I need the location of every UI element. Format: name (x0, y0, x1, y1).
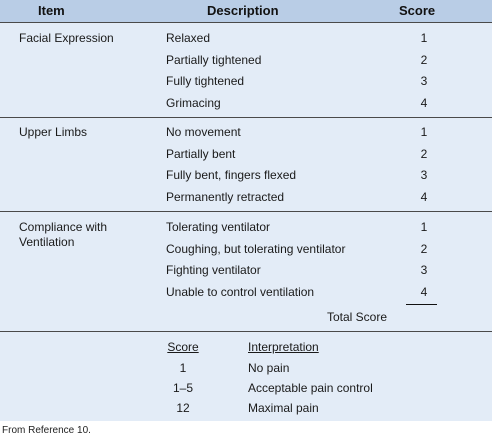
description-cell: Relaxed (166, 31, 211, 45)
legend-interpretation: No pain (248, 361, 290, 375)
legend-score: 1–5 (172, 381, 194, 395)
legend-score: 12 (176, 401, 190, 415)
header-description: Description (207, 3, 279, 18)
legend-interpretation-header: Interpretation (248, 340, 319, 354)
legend-score: 1 (179, 361, 187, 375)
score-cell: 4 (420, 96, 428, 110)
legend-score-header: Score (167, 340, 199, 354)
table-header (0, 0, 492, 23)
description-cell: Coughing, but tolerating ventilator (166, 242, 346, 256)
score-cell: 2 (420, 147, 428, 161)
item-compliance-line-1: Compliance with (19, 220, 108, 234)
total-underline (406, 304, 437, 305)
description-cell: Permanently retracted (166, 190, 285, 204)
legend-interpretation: Acceptable pain control (248, 381, 373, 395)
description-cell: No movement (166, 125, 241, 139)
score-cell: 2 (420, 53, 428, 67)
header-item: Item (38, 3, 65, 18)
score-cell: 2 (420, 242, 428, 256)
description-cell: Partially bent (166, 147, 236, 161)
description-cell: Fully bent, fingers flexed (166, 168, 297, 182)
description-cell: Tolerating ventilator (166, 220, 271, 234)
score-cell: 1 (420, 125, 428, 139)
header-score: Score (399, 3, 436, 18)
group-divider (0, 117, 492, 118)
total-score-label: Total Score (327, 310, 388, 324)
score-cell: 4 (420, 190, 428, 204)
description-cell: Grimacing (166, 96, 221, 110)
score-cell: 4 (420, 285, 428, 299)
item-compliance-line-2: Ventilation (19, 235, 75, 249)
score-cell: 1 (420, 31, 428, 45)
description-cell: Fully tightened (166, 74, 245, 88)
legend-interpretation: Maximal pain (248, 401, 319, 415)
legend-divider (0, 331, 492, 332)
item-upper-limbs: Upper Limbs (19, 125, 88, 139)
description-cell: Unable to control ventilation (166, 285, 315, 299)
item-facial-expression: Facial Expression (19, 31, 114, 45)
group-divider (0, 211, 492, 212)
score-cell: 3 (420, 168, 428, 182)
score-cell: 1 (420, 220, 428, 234)
score-cell: 3 (420, 263, 428, 277)
description-cell: Fighting ventilator (166, 263, 261, 277)
footnote: From Reference 10. (2, 425, 91, 436)
description-cell: Partially tightened (166, 53, 262, 67)
score-cell: 3 (420, 74, 428, 88)
